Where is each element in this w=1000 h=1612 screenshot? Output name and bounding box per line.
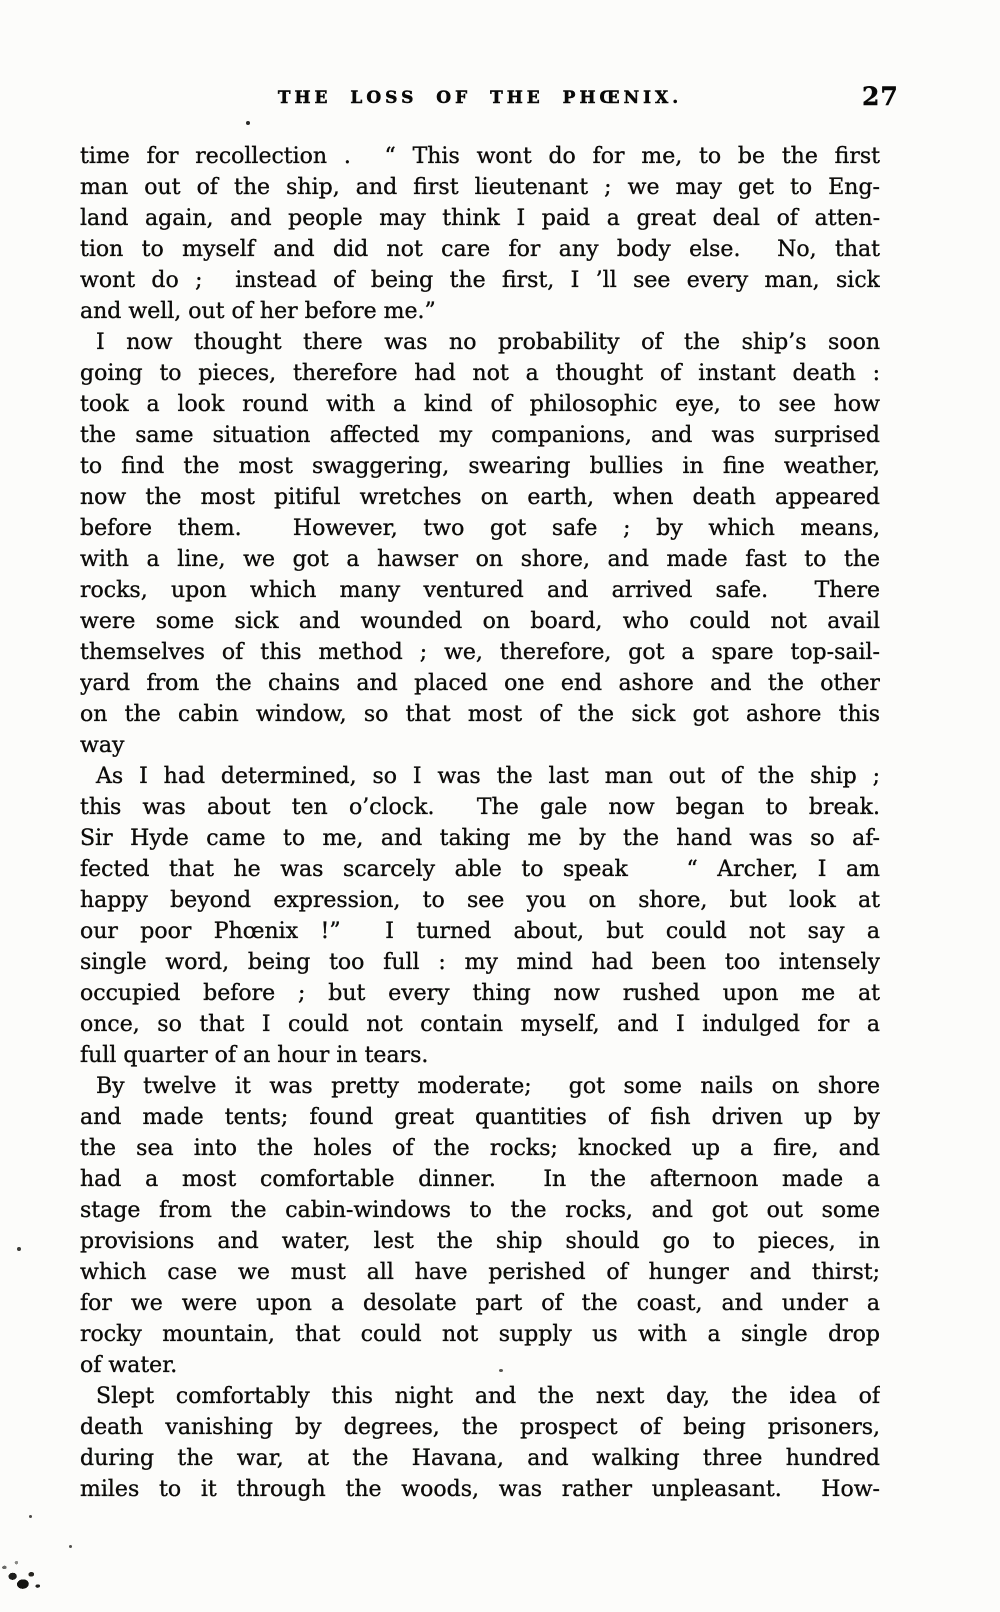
- text-line: the same situation affected my companions, and was surprised: [80, 423, 880, 448]
- text-line: stage from the cabin-windows to the rocks, and got out some: [80, 1198, 880, 1223]
- text-line: and made tents; found great quantities of fish driven up by: [80, 1105, 880, 1130]
- text-line: took a look round with a kind of philosophic eye, to see how: [80, 392, 880, 417]
- page-body: [80, 141, 880, 1505]
- text-line: the sea into the holes of the rocks; knocked up a fire, and: [80, 1136, 880, 1161]
- paragraph: [80, 761, 880, 1071]
- scan-speck: [499, 1369, 503, 1372]
- text-line: miles to it through the woods, was rather unpleasant. How-: [80, 1477, 880, 1502]
- scan-speck: [29, 1515, 32, 1518]
- text-line: death vanishing by degrees, the prospect of being prisoners,: [80, 1415, 880, 1440]
- paragraph: [80, 327, 880, 761]
- text-line: rocky mountain, that could not supply us with a single drop: [80, 1322, 880, 1347]
- paragraph: [80, 141, 880, 327]
- text-line: tion to myself and did not care for any body else. No, that: [80, 237, 880, 262]
- text-line: themselves of this method ; we, therefore, got a spare top-sail-: [80, 640, 880, 665]
- text-line: time for recollection . “ This wont do for me, to be the first: [80, 144, 880, 169]
- text-line: with a line, we got a hawser on shore, and made fast to the: [80, 547, 880, 572]
- paragraph: [80, 1071, 880, 1381]
- scan-speck: [246, 121, 250, 125]
- text-line: our poor Phœnix !” I turned about, but could not say a: [80, 919, 880, 944]
- text-line: I now thought there was no probability of the ship’s soon: [96, 330, 880, 355]
- text-line: which case we must all have perished of hunger and thirst;: [80, 1260, 880, 1285]
- text-line: way: [80, 733, 125, 758]
- text-line: wont do ; instead of being the first, I ’ll see every man, sick: [80, 268, 880, 293]
- scan-speck: [17, 1247, 21, 1251]
- text-line: Slept comfortably this night and the next day, the idea of: [96, 1384, 880, 1409]
- text-line: before them. However, two got safe ; by which means,: [80, 516, 880, 541]
- text-line: this was about ten o’clock. The gale now began to break.: [80, 795, 880, 820]
- text-line: single word, being too full : my mind had been too intensely: [80, 950, 880, 975]
- text-line: rocks, upon which many ventured and arrived safe. There: [80, 578, 880, 603]
- scan-speck: [69, 1545, 72, 1548]
- text-line: yard from the chains and placed one end ashore and the other: [80, 671, 880, 696]
- text-line: had a most comfortable dinner. In the afternoon made a: [80, 1167, 880, 1192]
- text-line: happy beyond expression, to see you on shore, but look at: [80, 888, 880, 913]
- text-line: provisions and water, lest the ship should go to pieces, in: [80, 1229, 880, 1254]
- text-line: occupied before ; but every thing now rushed upon me at: [80, 981, 880, 1006]
- ink-blot: [0, 1549, 54, 1598]
- text-line: on the cabin window, so that most of the sick got ashore this: [80, 702, 880, 727]
- text-line: fected that he was scarcely able to speak “ Archer, I am: [80, 857, 880, 882]
- text-line: land again, and people may think I paid a great deal of atten-: [80, 206, 880, 231]
- text-line: were some sick and wounded on board, who could not avail: [80, 609, 880, 634]
- paragraph: [80, 1381, 880, 1505]
- text-line: of water.: [80, 1353, 178, 1378]
- text-line: going to pieces, therefore had not a thought of instant death :: [80, 361, 880, 386]
- text-line: full quarter of an hour in tears.: [80, 1043, 429, 1068]
- text-line: to find the most swaggering, swearing bullies in fine weather,: [80, 454, 880, 479]
- text-line: Sir Hyde came to me, and taking me by the hand was so af-: [80, 826, 880, 851]
- text-line: now the most pitiful wretches on earth, when death appeared: [80, 485, 880, 510]
- text-line: As I had determined, so I was the last man out of the ship ;: [96, 764, 880, 789]
- text-line: during the war, at the Havana, and walking three hundred: [80, 1446, 880, 1471]
- running-header-title: THE LOSS OF THE PHŒNIX.: [277, 88, 683, 108]
- text-line: for we were upon a desolate part of the coast, and under a: [80, 1291, 880, 1316]
- page-number: 27: [862, 82, 899, 111]
- text-line: By twelve it was pretty moderate; got some nails on shore: [96, 1074, 880, 1099]
- text-line: once, so that I could not contain myself, and I indulged for a: [80, 1012, 880, 1037]
- text-line: and well, out of her before me.”: [80, 299, 436, 324]
- text-line: man out of the ship, and first lieutenant ; we may get to Eng-: [80, 175, 880, 200]
